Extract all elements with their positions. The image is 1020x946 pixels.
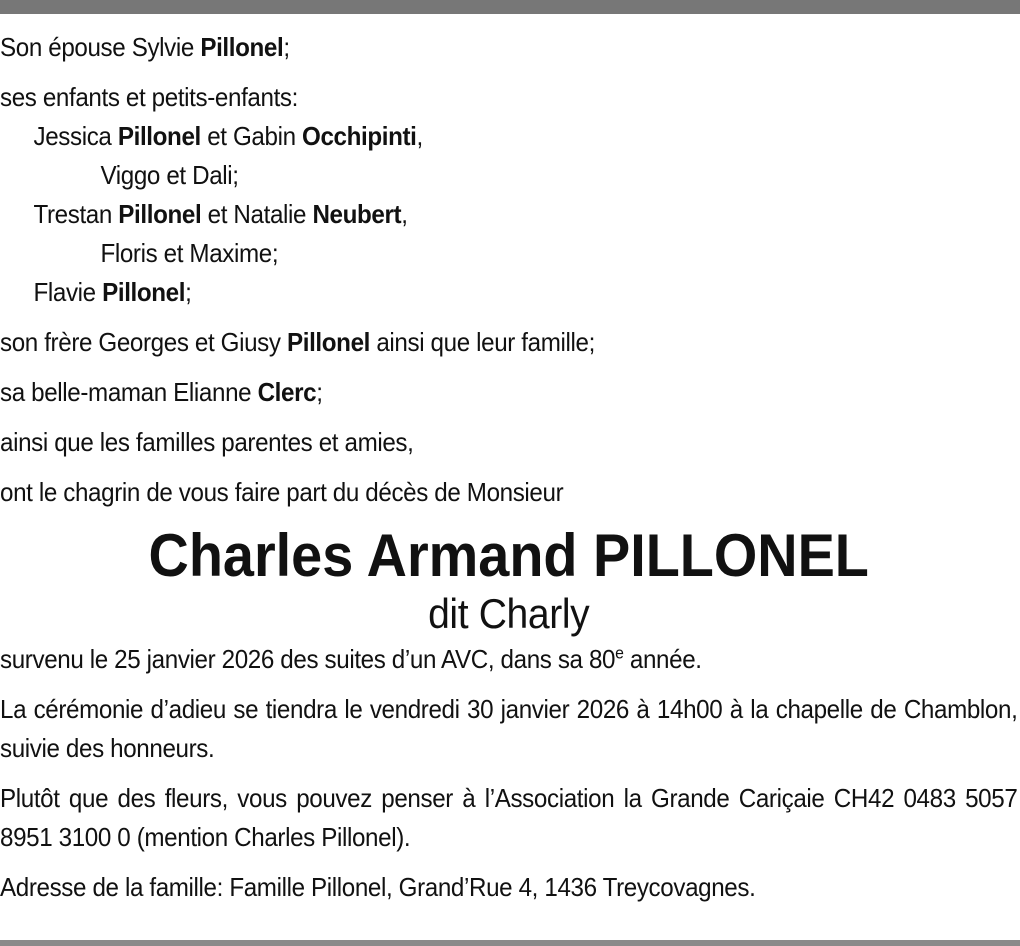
family-address: Adresse de la famille: Famille Pillonel, Grand’Rue 4, 1436 Treycovagnes. bbox=[0, 872, 756, 902]
deceased-name: Charles Armand PILLONEL bbox=[148, 522, 869, 589]
child-line-flavie: Flavie Pillonel; bbox=[33, 277, 192, 307]
ceremony-details: La cérémonie d’adieu se tiendra le vendredi 30 janvier 2026 à 14h00 à la chapelle de Chamblon, suivie des honneurs. bbox=[0, 694, 1018, 763]
brother-line: son frère Georges et Giusy Pillonel ainsi que leur famille; bbox=[0, 327, 595, 357]
deceased-alias: dit Charly bbox=[428, 590, 590, 637]
death-notice bbox=[0, 28, 1017, 907]
families-line: ainsi que les familles parentes et amies, bbox=[0, 427, 414, 457]
spouse-line: Son épouse Sylvie Pillonel; bbox=[0, 32, 290, 62]
top-divider bbox=[0, 0, 1020, 14]
announcement-line: ont le chagrin de vous faire part du décès de Monsieur bbox=[0, 477, 564, 507]
grandchildren-line-1: Viggo et Dali; bbox=[100, 160, 239, 190]
child-line-jessica: Jessica Pillonel et Gabin Occhipinti, bbox=[33, 121, 423, 151]
donation-details: Plutôt que des fleurs, vous pouvez penser à l’Association la Grande Cariçaie CH42 0483 5057 8951 3100 0 (mention Charles Pillonel). bbox=[0, 783, 1018, 852]
children-heading: ses enfants et petits-enfants: bbox=[0, 82, 298, 112]
death-details: survenu le 25 janvier 2026 des suites d’un AVC, dans sa 80e année. bbox=[0, 643, 702, 674]
bottom-divider bbox=[0, 940, 1020, 946]
grandchildren-line-2: Floris et Maxime; bbox=[100, 238, 279, 268]
child-line-trestan: Trestan Pillonel et Natalie Neubert, bbox=[33, 199, 408, 229]
mother-in-law-line: sa belle-maman Elianne Clerc; bbox=[0, 377, 323, 407]
